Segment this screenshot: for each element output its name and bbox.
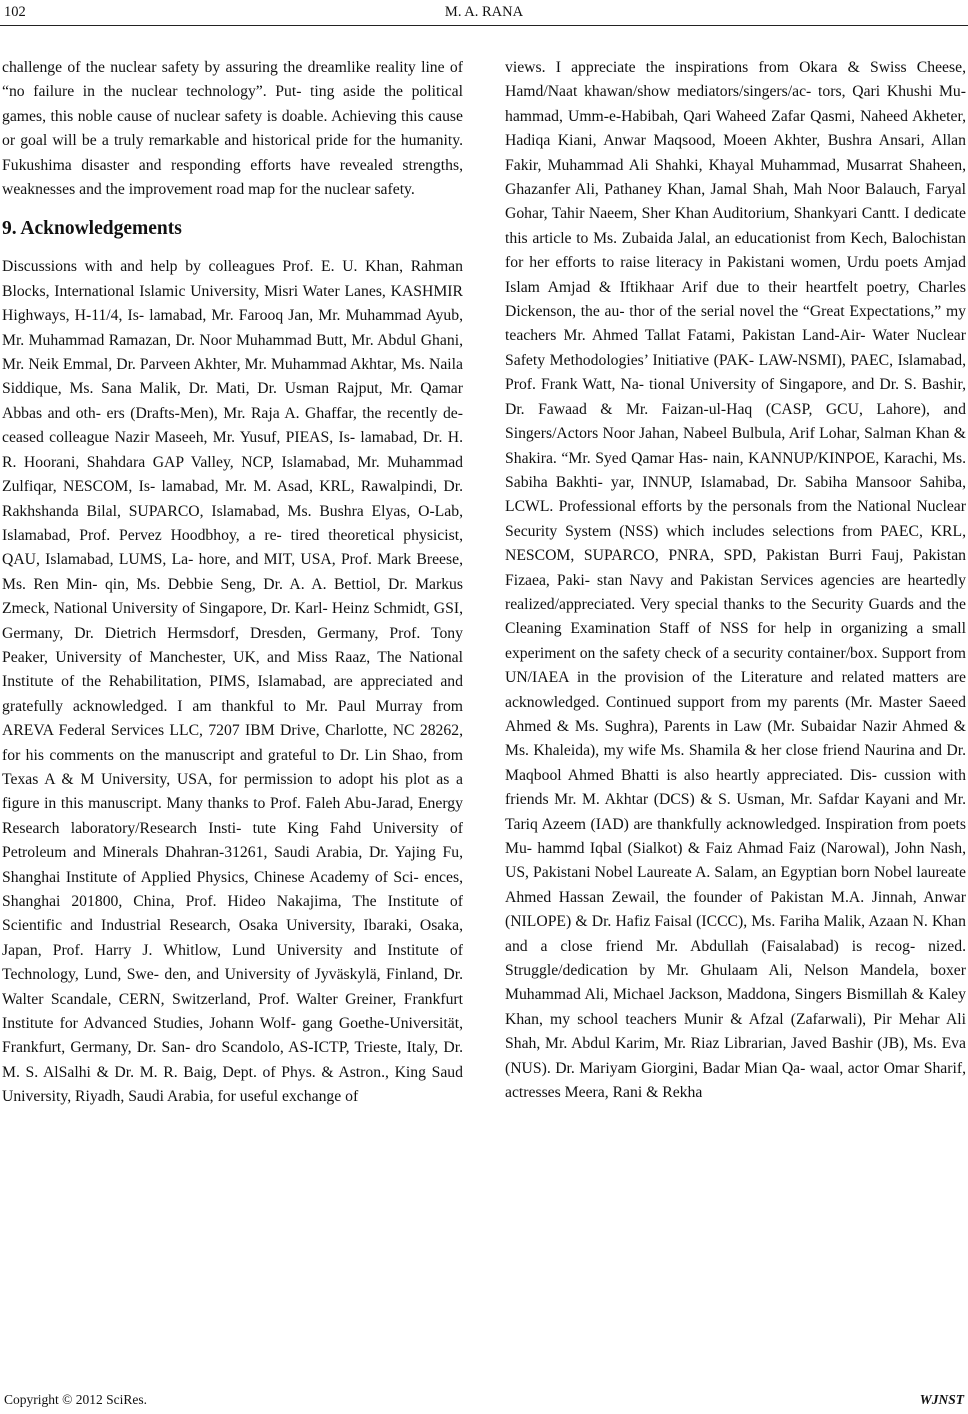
intro-paragraph: challenge of the nuclear safety by assuring the dreamlike reality line of “no failure in the nuclear technology”. Put- ting aside the political games, this noble cause of nuclear safety is doable. Achieving this cause or goal will be a truly remarkable and historical pride for the humanity. Fukushima disaster and responding efforts have revealed strengths, weaknesses and the improvement road map for the nuclear safety. bbox=[2, 59, 463, 199]
acknowledgements-continued: views. I appreciate the inspirations from Okara & Swiss Cheese, Hamd/Naat khawan/show mediators/singers/ac- tors, Qari Khushi Mu-hammad, Umm-e-Habibah, Qari Waheed Zafar Qasmi, Naheed Akheter, Hadiqa Kiani, Anwar Maqsood, Moeen Akhter, Bushra Ansari, Allan Fakir, Muhammad Ali Shahki, Khayal Muhammad, Musarrat Shaheen, Ghazanfer Ali, Pathaney Khan, Jamal Shah, Mah Noor Balauch, Faryal Gohar, Tahir Naeem, Sher Khan Auditorium, Shankyari Cantt. I dedicate this article to Ms. Zubaida Jalal, an educationist from Kech, Balochistan for her efforts to raise literacy in Pakistani women, Urdu poets Amjad Islam Amjad & Iftikhaar Arif due to their heartfelt poetry, Charles Dickenson, the au- thor of the serial novel the “Great Expectations,” my teachers Mr. Ahmed Tallat Fatami, Pakistan Land-Air- Water Nuclear Safety Methodologies’ Initiative (PAK- LAW-NSMI), PAEC, Islamabad, Prof. Frank Watt, Na- tional University of Singapore, and Dr. S. Bashir, Dr. Fawaad & Mr. Faizan-ul-Haq (CASP, GCU, Lahore), and Singers/Actors Noor Jahan, Nabeel Bulbula, Arif Lohar, Salman Khan & Shakira. “Mr. Syed Qamar Has- nain, KANNUP/KINPOE, Karachi, Ms. Sabiha Bakhti- yar, INNUP, Islamabad, Dr. Sabiha Mansoor Sahiba, LCWL. Professional efforts by the personals from the National Nuclear Security System (NSS) which includes selections from PAEC, KRL, NESCOM, SUPARCO, PNRA, SPD, Pakistan Burri Fauj, Pakistan Fizaea, Paki- stan Navy and Pakistan Services agencies are heartedly realized/appreciated. Very special thanks to the Security Guards and the Cleaning Examination Staff of NSS for help in organizing a small experiment on the safety check of a security container/box. Support from UN/IAEA in the provision of the Literature and related matters are acknowledged. Continued support from my parents (Mr. Master Saeed Ahmed & Ms. Sughra), Parents in Law (Mr. Subaidar Nazir Ahmed & Ms. Khaleida), my wife Ms. Shamila & her close friend Naurina and Dr. Maqbool Ahmed Bhatti is also heartly appreciated. Dis- cussion with friends Mr. M. Akhtar (DCS) & S. Usman, Mr. Safdar Kayani and Mr. Tariq Azeem (IAD) are thankfully acknowledged. Inspiration from poets Mu- hammd Iqbal (Sialkot) & Faiz Ahmad Faiz (Narowal), John Nash, US, Pakistani Nobel Laureate A. Salam, an Egyptian born Nobel laureate Ahmed Hassan Zewail, the founder of Pakistan M.A. Jinnah, Anwar (NILOPE) & Dr. Hafiz Faisal (ICCC), Ms. Fariha Malik, Azaan N. Khan and a close friend Mr. Abdullah (Faisalabad) is recog- nized. Struggle/dedication by Mr. Ghulaam Ali, Nelson Mandela, boxer Muhammad Ali, Michael Jackson, Maddona, Singers Bismillah & Kaley Khan, my school teachers Munir & Afzal (Zafarwali), Pir Mehar Ali Shah, Mr. Abdul Karim, Mr. Riaz Librarian, Javed Bashir (JB), Ms. Eva (NUS). Dr. Mariyam Giorgini, Badar Mian Qa- waal, actor Omar Sharif, actresses Meera, Rani & Rekha bbox=[505, 59, 966, 1102]
page-number: 102 bbox=[4, 4, 26, 20]
page-footer bbox=[0, 1390, 968, 1414]
right-column bbox=[505, 56, 966, 1105]
journal-abbrev: WJNST bbox=[919, 1392, 964, 1407]
acknowledgements-paragraph: Discussions with and help by colleagues Prof. E. U. Khan, Rahman Blocks, International Islamic University, Misri Water Lanes, KASHMIR Highways, H-11/4, Is- lamabad, Mr. Farooq Jan, Mr. Muhammad Ayub, Mr. Muhammad Ramazan, Dr. Noor Muhammad Butt, Mr. Abdul Ghani, Mr. Neik Emmal, Dr. Parveen Akhter, Mr. Muhammad Akhtar, Ms. Naila Siddique, Ms. Sana Malik, Dr. Mati, Dr. Usman Rajput, Mr. Qamar Abbas and oth- ers (Drafts-Men), Mr. Raja A. Ghaffar, the recently de- ceased colleague Nazir Maseeh, Mr. Yusuf, PIEAS, Is- lamabad, Dr. H. R. Hoorani, Shahdara GAP Valley, NCP, Islamabad, Mr. Muhammad Zulfiqar, NESCOM, Is- lamabad, Mr. M. Asad, KRL, Rawalpindi, Dr. Rakhshanda Bilal, SUPARCO, Islamabad, Ms. Bushra Elyas, O-Lab, Islamabad, Prof. Pervez Hoodbhoy, a re- tired theoretical physicist, QAU, Islamabad, LUMS, La- hore, and MIT, USA, Prof. Mark Breese, Ms. Ren Min- qin, Ms. Debbie Seng, Dr. A. A. Bettiol, Dr. Markus Zmeck, National University of Singapore, Dr. Karl- Heinz Schmidt, GSI, Germany, Dr. Dietrich Hermsdorf, Dresden, Germany, Prof. Tony Peaker, University of Manchester, UK, and Miss Raaz, The National Institute of the Rehabilitation, PIMS, Islamabad, are appreciated and gratefully acknowledged. I am thankful to Mr. Paul Murray from AREVA Federal Services LLC, 7207 IBM Drive, Charlotte, NC 28262, for his comments on the manuscript and grateful to Dr. Lin Shao, from Texas A & M University, USA, for permission to adopt his plot as a figure in this manuscript. Many thanks to Prof. Faleh Abu-Jarad, Energy Research laboratory/Research Insti- tute King Fahd University of Petroleum and Minerals Dhahran-31261, Saudi Arabia, Dr. Yajing Fu, Shanghai Institute of Applied Physics, Chinese Academy of Sci- ences, Shanghai 201800, China, Prof. Hideo Nakajima, The Institute of Scientific and Industrial Research, Osaka University, Ibaraki, Osaka, Japan, Prof. Harry J. Whitlow, Lund University and Institute of Technology, Lund, Swe- den, and University of Jyväskylä, Finland, Dr. Walter Scandale, CERN, Switzerland, Prof. Walter Greiner, Frankfurt Institute for Advanced Studies, Johann Wolf- gang Goethe-Universität, Frankfurt, Germany, Dr. San- dro Scandolo, AS-ICTP, Trieste, Italy, Dr. M. S. AlSalhi & Dr. M. R. Baig, Dept. of Phys. & Astron., King Saud University, Riyadh, Saudi Arabia, for useful exchange of bbox=[2, 258, 463, 1106]
section-heading: 9. Acknowledgements bbox=[2, 218, 182, 240]
copyright-notice: Copyright © 2012 SciRes. bbox=[4, 1392, 148, 1407]
left-column bbox=[2, 56, 463, 1110]
page-header bbox=[0, 0, 968, 26]
running-head: M. A. RANA bbox=[444, 4, 524, 20]
header-rule bbox=[0, 25, 968, 26]
